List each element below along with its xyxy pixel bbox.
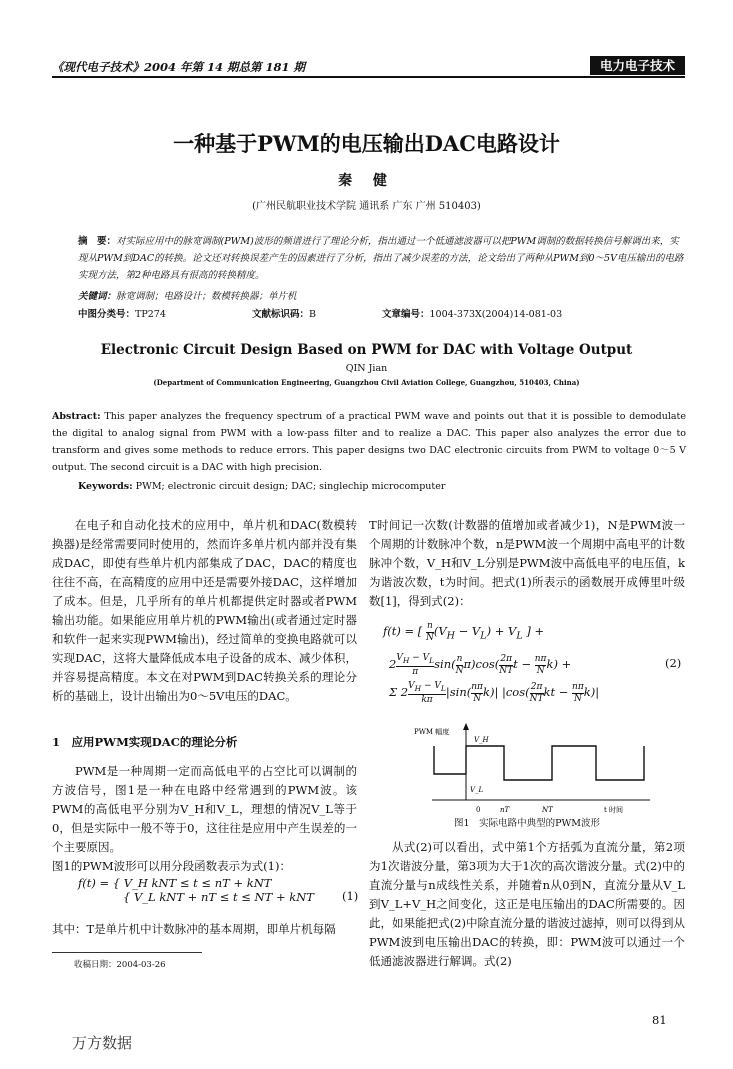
intro-paragraph: 在电子和自动化技术的应用中，单片机和DAC(数模转换器)是经常需要同时使用的，然而许多单片机内部并没有集成DAC，即使有些单片机内部集成了DAC，DAC的精度也往往不高，在高精度的应用中还是需要外接DAC，这样增加了成本。但是，几乎所有的单片机都提供定时器或者PWM输出功能。如果能应用单片机的PWM输出(或者通过定时器和软件一起来实现PWM输出)，经过简单的变换电路就可以实现DAC，这将大量降低成本电子设备的成本、减少体积，并容易提高精度。本文在对PWM到DAC转换关系的理论分析的基础上，设计出输出为0～5V电压的DAC。 (52, 518, 357, 703)
fraction-npi-over-N-k: $\frac{n\pi}{N}$ (471, 681, 483, 704)
right-paragraph-2: 从式(2)可以看出，式中第1个方括弧为直流分量，第2项为1次谐波分量，第3项为大于1次的高次谐波分量。式(2)中的直流分量与n成线性关系，并随着n从0到N，直流分量从V_L到V_L+V_H之间变化，这正是电压输出的DAC所需要的。因此，如果能把式(2)中除直流分量的谐波过滤掉，则可以得到从PWM波到电压输出DAC的转换，即：PWM波可以通过一个低通滤波器进行解调。式(2) (369, 840, 685, 968)
fraction-vh-vl-over-kpi: $\frac{V_H - V_L}{k\pi}$ (408, 680, 446, 705)
equation-2-line1: f(t) = [ $\frac{n}{N}$ $(V_H - V_L) + V_L$ ] + (383, 620, 545, 643)
keywords-cn-label: 关键词： (78, 291, 117, 302)
watermark: 万方数据 (72, 1034, 133, 1052)
en-affiliation: (Department of Communication Engineering, Guangzhou Civil Aviation College, Guangzhou, 510403, China) (153, 378, 580, 387)
article-no (382, 306, 562, 320)
pwm-waveform-figure (412, 722, 652, 814)
abstract-cn-text: 对实际应用中的脉宽调制(PWM)波形的频谱进行了理论分析，指出通过一个低通滤波器可以把PWM调制的数据转换信号解调出来，实现从PWM到DAC的转换。论文还对转换误差产生的因素进行了分析，指出了减少误差的方法，论文给出了两种从PWM到0～5V电压输出的电路实现方法，第2种电路具有很高的转换精度。 (78, 236, 684, 281)
fraction-n-over-N: $\frac{n}{N}$ (425, 620, 434, 643)
fraction-n-over-N-pi: $\frac{n}{N}$ (455, 653, 464, 676)
tick-NT: NT (542, 806, 553, 814)
article-no-value: 1004-373X(2004)14-081-03 (429, 309, 563, 320)
figure-ylabel: PWM 幅度 (414, 728, 450, 736)
abstract-cn (78, 233, 686, 284)
section-badge: 电力电子技术 (590, 56, 685, 75)
en-author: QIN Jian (345, 363, 388, 374)
y-axis-arrow (463, 723, 469, 730)
fraction-2pi-over-NT-k: $\frac{2\pi}{NT}$ (529, 681, 544, 704)
header-rule (52, 76, 685, 78)
label-vl: V_L (470, 786, 484, 794)
equation-2 (383, 617, 599, 706)
fraction-vh-vl-over-pi: $\frac{V_H - V_L}{\pi}$ (396, 652, 435, 677)
footnote-rule (52, 952, 202, 953)
en-abstract-label: Abstract: (52, 411, 101, 422)
fraction-npi-over-N-k2: $\frac{n\pi}{N}$ (572, 681, 584, 704)
equation-2-line3: Σ 2 $\frac{V_H - V_L}{k\pi}$ |sin( $\frac{n\pi}{N}$ k)| |cos( $\frac{2\pi}{NT}$ kt − $\frac{n\pi}{N}$ k)| (389, 680, 600, 705)
label-vh: V_H (474, 736, 489, 744)
keywords-cn-text: 脉宽调制；电路设计；数模转换器；单片机 (116, 291, 297, 302)
equation-1-line1: f(t) = { V_H kNT ≤ t ≤ nT + kNT (78, 876, 272, 890)
equation-2-line2: 2 $\frac{V_H - V_L}{\pi}$ sin( $\frac{n}{N}$ π)cos( $\frac{2\pi}{NT}$ t − $\frac{n\pi}{N}$ k) + (389, 652, 572, 677)
abstract-cn-label: 摘 要： (78, 236, 117, 247)
paragraph-3: 其中：T是单片机中计数脉冲的基本周期，即单片机每隔 (52, 922, 336, 936)
right-paragraph-1: T时间记一次数(计数器的值增加或者减少1)，N是PWM波一个周期的计数脉冲个数，n是PWM波一个周期中高电平的计数脉冲个数，V_H和V_L分别是PWM波中高低电平的电压值，k为谐波次数，t为时间。把式(1)所表示的函数展开成傅里叶级数[1]，得到式(2)： (369, 518, 685, 608)
author: 秦 健 (338, 173, 395, 189)
classification (78, 306, 166, 320)
paragraph-2-text: 图1的PWM波形可以用分段函数表示为式(1)： (52, 859, 291, 873)
en-keywords-text: PWM; electronic circuit design; DAC; singlechip microcomputer (135, 481, 446, 492)
equation-1-line2: { V_L kNT + nT ≤ t ≤ NT + kNT (123, 890, 314, 904)
doc-code (252, 306, 316, 320)
tick-0: 0 (476, 806, 481, 814)
en-abstract-text: This paper analyzes the frequency spectrum of a practical PWM wave and points out that it is possible to demodulate the digital to analog signal from PWM with a low-pass filter and to realize a DAC. This paper also analyzes the error due to transform and gives some methods to reduce errors. This paper designs two DAC electronic circuits from PWM to voltage 0～5 V output. The second circuit is a DAC with high precision. (52, 411, 686, 473)
classification-value: TP274 (135, 309, 166, 320)
classification-label: 中图分类号： (78, 309, 136, 320)
paragraph-1-text: PWM是一种周期一定而高低电平的占空比可以调制的方波信号，图1是一种在电路中经常遇到的PWM波。该PWM的高低电平分别为V_H和V_L，理想的情况V_L等于0，但是实际中一般不等于0，这往往是应用中产生误差的一个主要原因。 (52, 764, 357, 854)
fraction-npi-over-N: $\frac{n\pi}{N}$ (534, 653, 547, 676)
doc-code-value: B (309, 309, 316, 320)
paragraph-1 (52, 762, 357, 876)
tick-nT: nT (500, 806, 510, 814)
en-keywords-label: Keywords: (78, 481, 133, 492)
doc-code-label: 文献标识码： (252, 309, 310, 320)
en-title: Electronic Circuit Design Based on PWM for DAC with Voltage Output (100, 342, 633, 358)
received-date: 收稿日期：2004-03-26 (74, 960, 166, 970)
page-number: 81 (652, 1013, 667, 1027)
section-heading-1: 1 应用PWM实现DAC的理论分析 (52, 735, 238, 749)
equation-1 (78, 876, 314, 904)
tick-time: t 时间 (604, 806, 624, 814)
equation-2-number: (2) (665, 656, 682, 670)
keywords-cn (78, 288, 297, 302)
figure-caption: 图1 实际电路中典型的PWM波形 (454, 818, 600, 829)
journal-header: 《现代电子技术》2004 年第 14 期总第 181 期 (52, 60, 306, 74)
fraction-2pi-over-NT: $\frac{2\pi}{NT}$ (499, 653, 514, 676)
equation-1-number: (1) (342, 889, 359, 903)
en-abstract (52, 408, 686, 476)
affiliation: (广州民航职业技术学院 通讯系 广东 广州 510403) (252, 201, 481, 212)
paper-title: 一种基于PWM的电压输出DAC电路设计 (173, 131, 560, 156)
article-no-label: 文章编号： (382, 309, 430, 320)
en-keywords (78, 481, 445, 492)
